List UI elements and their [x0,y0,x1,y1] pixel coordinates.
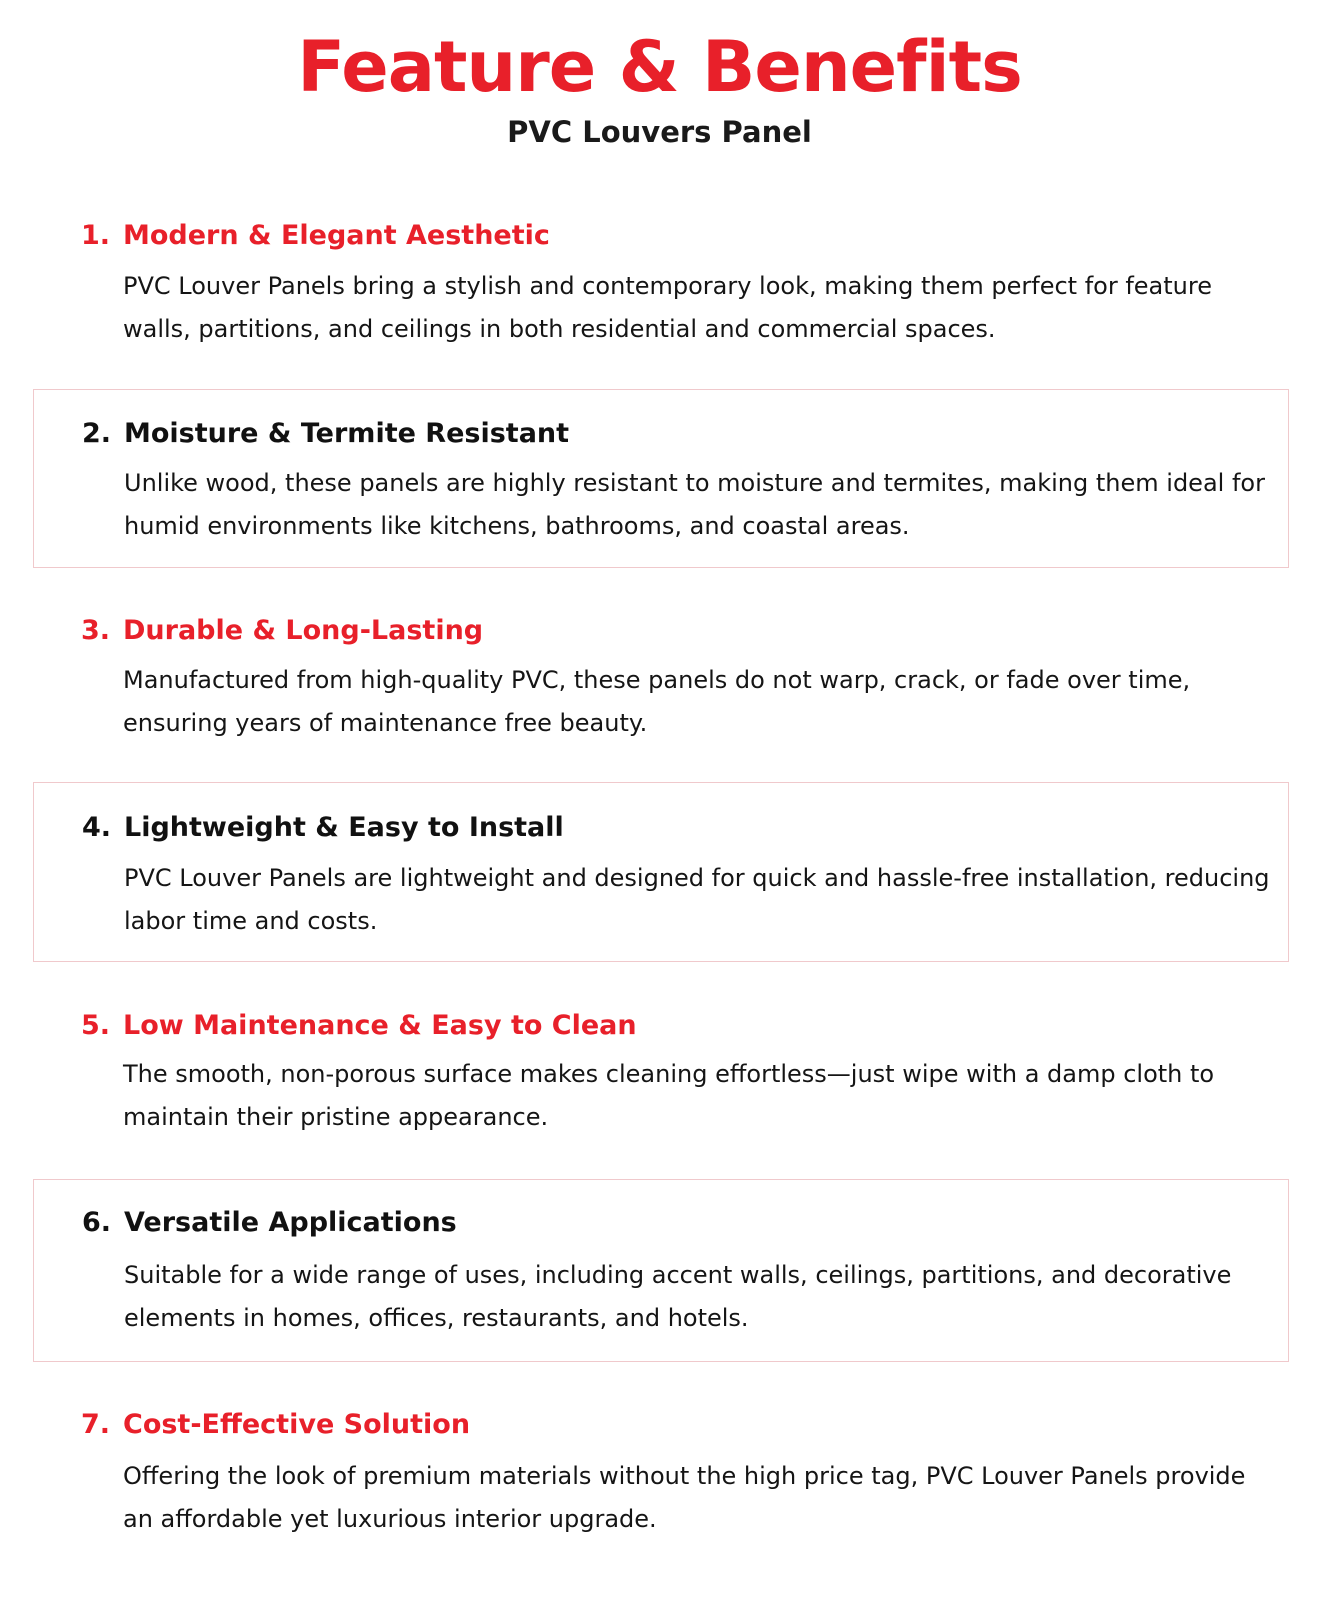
feature-title [81,613,483,649]
feature-title [81,1407,470,1443]
feature-title [81,1008,637,1044]
feature-heading: Moisture & Termite Resistant [124,418,570,449]
feature-description: PVC Louver Panels are lightweight and designed for quick and hassle-free installation, reducing labor time and costs. [124,864,1270,935]
feature-description: PVC Louver Panels bring a stylish and contemporary look, making them perfect for feature walls, partitions, and ceilings in both residential and commercial spaces. [123,272,1212,343]
feature-description: Suitable for a wide range of uses, including accent walls, ceilings, partitions, and decorative elements in homes, offices, restaurants, and hotels. [124,1261,1232,1332]
feature-description: Offering the look of premium materials without the high price tag, PVC Louver Panels provide an affordable yet luxurious interior upgrade. [123,1462,1246,1533]
feature-heading: Lightweight & Easy to Install [124,812,564,843]
feature-heading: Modern & Elegant Aesthetic [123,220,550,251]
feature-heading: Durable & Long-Lasting [123,615,484,646]
feature-item-4 [33,782,1289,962]
feature-number: 2. [82,418,112,449]
feature-item-7 [33,1390,1289,1560]
feature-number: 1. [81,220,111,251]
feature-item-2 [33,389,1289,568]
feature-item-5 [33,990,1289,1160]
feature-number: 6. [82,1207,112,1238]
feature-number: 5. [81,1010,111,1041]
feature-heading: Low Maintenance & Easy to Clean [123,1010,637,1041]
feature-heading: Cost-Effective Solution [123,1409,471,1440]
feature-item-1 [33,200,1289,370]
page-header [0,22,1319,152]
feature-description: The smooth, non-porous surface makes cleaning effortless—just wipe with a damp cloth to maintain their pristine appearance. [123,1060,1215,1131]
feature-item-3 [33,595,1289,765]
page-subtitle: PVC Louvers Panel [507,115,812,149]
feature-title [81,218,550,254]
feature-description: Unlike wood, these panels are highly resistant to moisture and termites, making them ideal for humid environments like kitchens, bathrooms, and coastal areas. [124,469,1265,540]
feature-item-6 [33,1179,1289,1362]
feature-title [82,416,569,452]
feature-title [82,1205,457,1241]
feature-heading: Versatile Applications [124,1207,457,1238]
feature-description: Manufactured from high-quality PVC, these panels do not warp, crack, or fade over time, ensuring years of maintenance free beauty. [123,666,1191,737]
feature-number: 4. [82,812,112,843]
feature-number: 7. [81,1409,111,1440]
page-title: Feature & Benefits [297,26,1022,108]
feature-number: 3. [81,615,111,646]
feature-title [82,810,564,846]
